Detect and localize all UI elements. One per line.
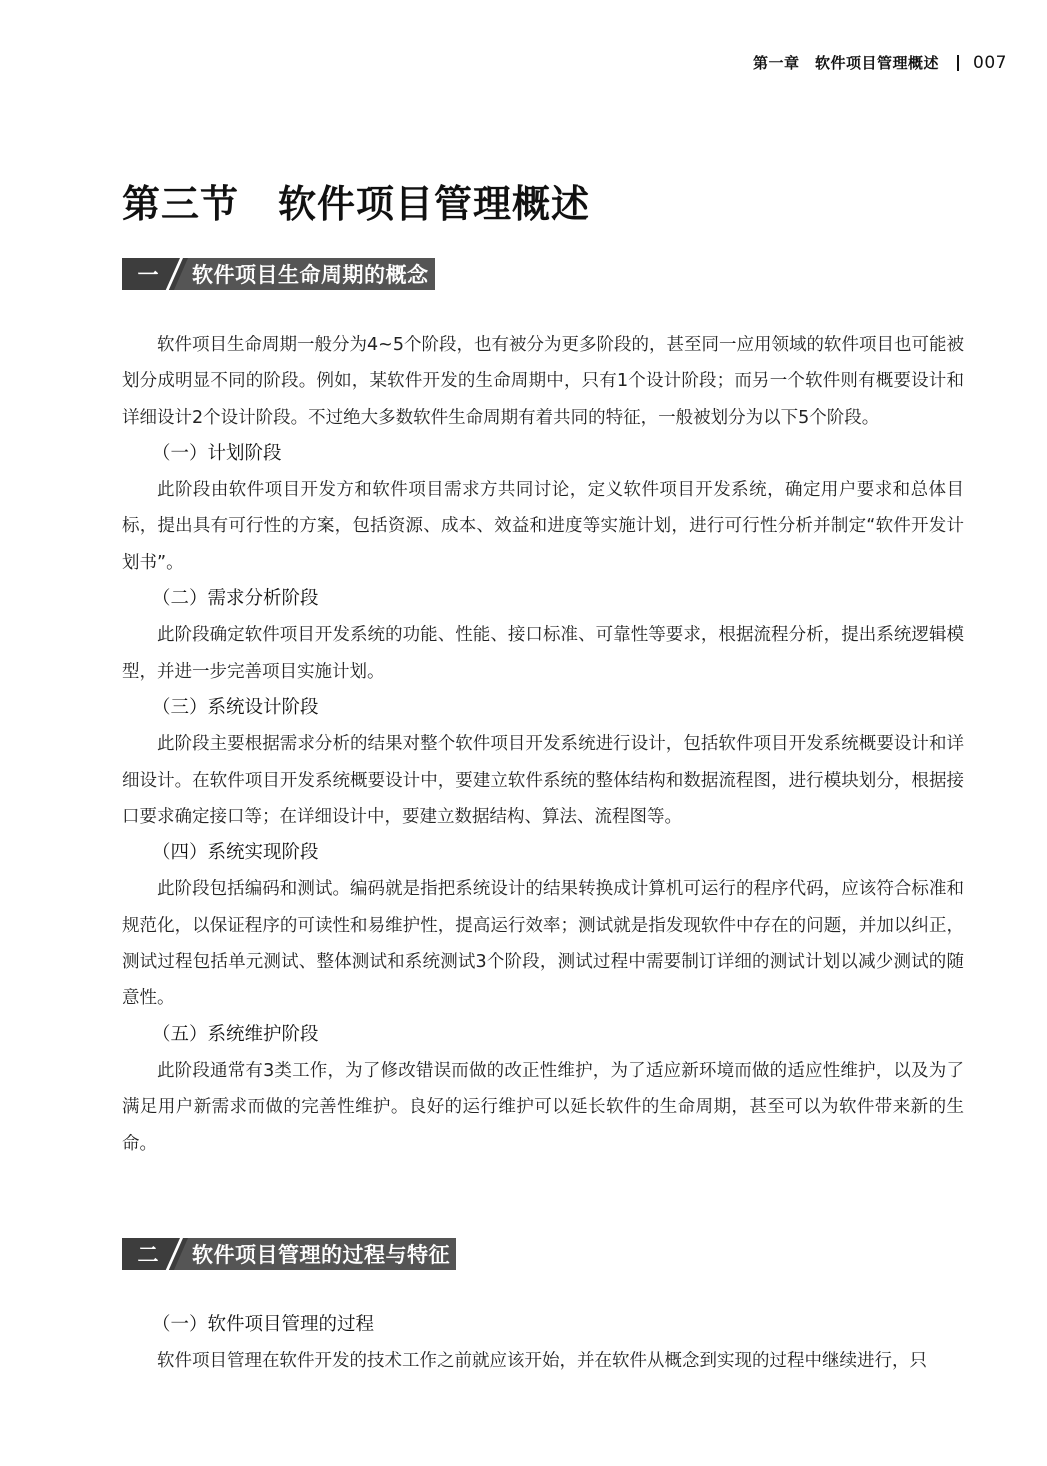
banner-slash-decoration xyxy=(174,258,190,290)
part1-content xyxy=(122,327,964,1162)
banner-title: 软件项目生命周期的概念 xyxy=(192,263,429,287)
section-banner-2 xyxy=(122,1238,456,1270)
paragraph-process: 软件项目管理在软件开发的技术工作之前就应该开始，并在软件从概念到实现的过程中继续进行，只 xyxy=(157,1351,927,1372)
running-header xyxy=(753,52,1007,73)
subheading-requirements: （二）需求分析阶段 xyxy=(152,588,319,610)
subheading-implementation: （四）系统实现阶段 xyxy=(152,842,319,864)
banner-slash-decoration xyxy=(174,1238,190,1270)
section-title: 第三节 软件项目管理概述 xyxy=(122,182,591,227)
banner-number: 一 xyxy=(122,258,174,290)
banner-number: 二 xyxy=(122,1238,174,1270)
intro-paragraph: 软件项目生命周期一般分为4~5个阶段，也有被分为更多阶段的，甚至同一应用领域的软件项目也可能被划分成明显不同的阶段。例如，某软件开发的生命周期中，只有1个设计阶段；而另一个软件则有概要设计和详细设计2个设计阶段。不过绝大多数软件生命周期有着共同的特征，一般被划分为以下5个阶段。 xyxy=(122,335,964,428)
subheading-maintenance: （五）系统维护阶段 xyxy=(152,1023,319,1045)
section-banner-1 xyxy=(122,258,435,290)
subheading-design: （三）系统设计阶段 xyxy=(152,696,319,718)
banner-title: 软件项目管理的过程与特征 xyxy=(192,1243,450,1267)
paragraph-implementation: 此阶段包括编码和测试。编码就是指把系统设计的结果转换成计算机可运行的程序代码，应该符合标准和规范化，以保证程序的可读性和易维护性，提高运行效率；测试就是指发现软件中存在的问题，并加以纠正，测试过程包括单元测试、整体测试和系统测试3个阶段，测试过程中需要制订详细的测试计划以减少测试的随意性。 xyxy=(122,879,964,1009)
chapter-title: 第一章 软件项目管理概述 xyxy=(753,54,940,72)
header-divider xyxy=(957,55,959,71)
paragraph-plan: 此阶段由软件项目开发方和软件项目需求方共同讨论，定义软件项目开发系统，确定用户要求和总体目标，提出具有可行性的方案，包括资源、成本、效益和进度等实施计划，进行可行性分析并制定“软件开发计划书”。 xyxy=(122,480,964,573)
part2-content xyxy=(122,1307,964,1380)
subheading-process: （一）软件项目管理的过程 xyxy=(152,1314,375,1335)
paragraph-requirements: 此阶段确定软件项目开发系统的功能、性能、接口标准、可靠性等要求，根据流程分析，提出系统逻辑模型，并进一步完善项目实施计划。 xyxy=(122,625,964,682)
page-number: 007 xyxy=(973,52,1007,73)
paragraph-maintenance: 此阶段通常有3类工作，为了修改错误而做的改正性维护，为了适应新环境而做的适应性维护，以及为了满足用户新需求而做的完善性维护。良好的运行维护可以延长软件的生命周期，甚至可以为软件带来新的生命。 xyxy=(122,1060,964,1154)
subheading-plan: （一）计划阶段 xyxy=(152,442,282,464)
paragraph-design: 此阶段主要根据需求分析的结果对整个软件项目开发系统进行设计，包括软件项目开发系统概要设计和详细设计。在软件项目开发系统概要设计中，要建立软件系统的整体结构和数据流程图，进行模块划分，根据接口要求确定接口等；在详细设计中，要建立数据结构、算法、流程图等。 xyxy=(122,734,964,827)
